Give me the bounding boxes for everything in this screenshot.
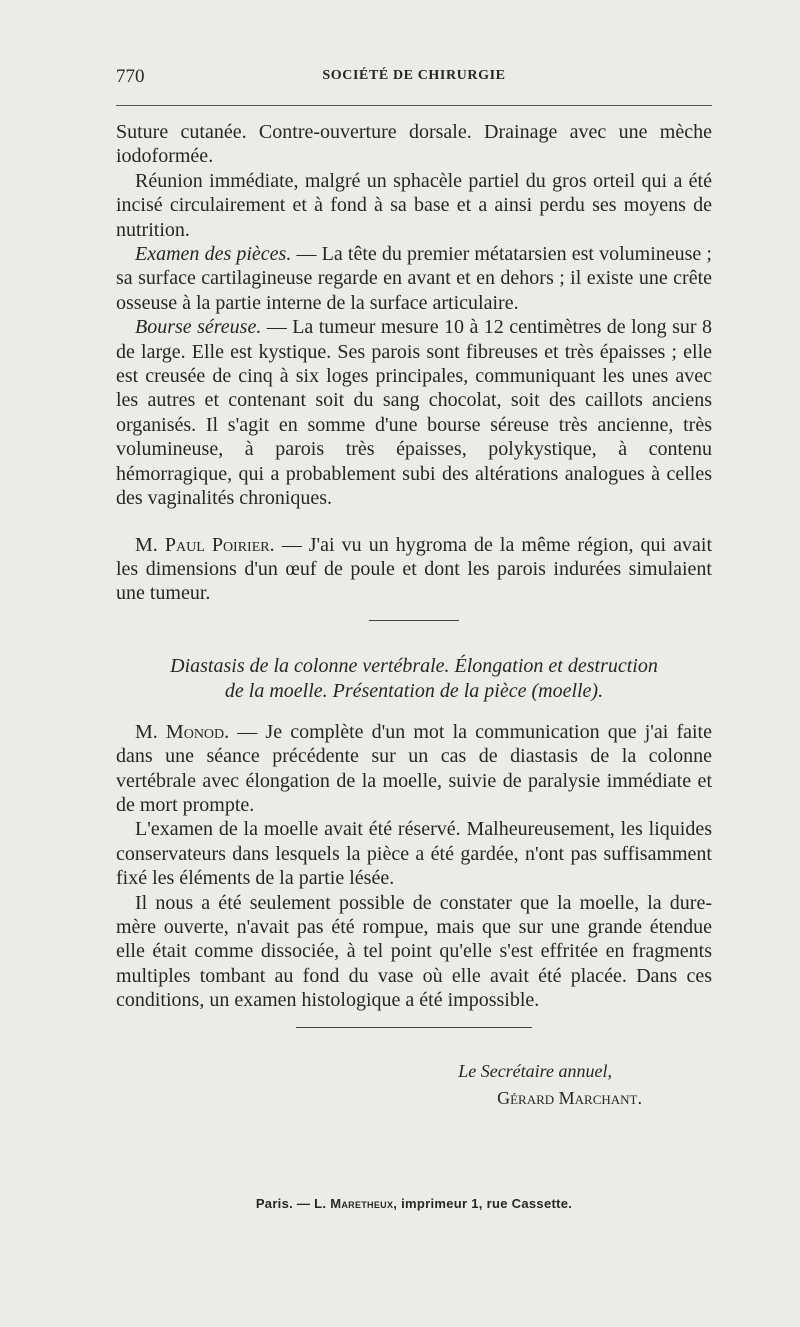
section-title-line-1: Diastasis de la colonne vertébrale. Élongation et destruction: [170, 654, 658, 677]
section-title-line-2: de la moelle. Présentation de la pièce (moelle).: [224, 679, 604, 702]
printer-imprint: [116, 1196, 712, 1211]
imprint-printer: Maretheux,: [330, 1196, 398, 1211]
spacer: [116, 704, 712, 720]
page-number: 770: [116, 66, 145, 87]
monod-text: — Je complète d'un mot la communication que j'ai faite dans une séance précédente sur un cas de diastasis de la colonne vertébrale avec élongation de la moelle, suivie de paralysie immédiate et de mort prompte.: [116, 720, 712, 816]
poirier-prefix: M.: [135, 533, 165, 556]
paragraph-bourse: [116, 315, 712, 510]
body-text: [116, 120, 712, 1112]
bourse-label: Bourse séreuse.: [135, 316, 262, 339]
examen-text: — La tête du premier métatarsien est volumineuse ; sa surface cartilagineuse regarde en avant et en dehors ; il existe une crête osseuse à la partie interne de la surface articulaire.: [116, 243, 712, 314]
speaker-monod: Monod.: [165, 720, 230, 743]
imprint-suffix: imprimeur 1, rue Cassette.: [397, 1196, 573, 1211]
speaker-poirier: Paul Poirier.: [164, 533, 275, 556]
paragraph-poirier: [116, 533, 712, 606]
poirier-text: — J'ai vu un hygroma de la même région, qui avait les dimensions d'un œuf de poule et dont les parois indurées simulaient une tumeur.: [116, 533, 713, 605]
imprint-prefix: Paris. — L.: [255, 1196, 331, 1211]
paragraph-examen: [116, 242, 712, 315]
paragraph-examen-moelle: L'examen de la moelle avait été réservé. Malheureusement, les liquides conservateurs dans lesquels la pièce a été gardée, n'ont pas suffisamment fixé les éléments de la partie lésée.: [116, 818, 712, 890]
signature-name: Gérard Marchant.: [497, 1087, 642, 1108]
running-head: SOCIÉTÉ DE CHIRURGIE: [322, 68, 506, 83]
section-separator: [369, 620, 459, 621]
monod-prefix: M.: [135, 720, 166, 743]
spacer: [116, 511, 712, 533]
paragraph-conclusion: Il nous a été seulement possible de constater que la moelle, la dure-mère ouverte, n'avait pas été rompue, mais que sur une grande étendue elle était comme dissociée, à tel point qu'elle s'est effritée en fragments multiples tombant au fond du vase où elle avait été placée. Dans ces conditions, un examen histologique a été impossible.: [116, 891, 712, 1012]
signature-block: [116, 1058, 712, 1112]
page-header: [116, 64, 712, 90]
paragraph-monod: [116, 720, 712, 818]
bourse-text: — La tumeur mesure 10 à 12 centimètres de long sur 8 de large. Elle est kystique. Ses parois sont fibreuses et très épaisses ; elle est creusée de cinq à six loges principales, communiquant les unes avec les autres et contenant soit du sang chocolat, soit des caillots anciens organisés. Il s'agit en somme d'une bourse séreuse très ancienne, très volumineuse, à parois très épaisses, polykystique, à contenu hémorragique, qui a probablement subi des altérations analogues à celles des vaginalités chroniques.: [116, 316, 712, 510]
examen-label: Examen des pièces.: [135, 243, 292, 266]
paragraph-reunion: Réunion immédiate, malgré un sphacèle partiel du gros orteil qui a été incisé circulairement et à fond à sa base et a ainsi perdu ses moyens de nutrition.: [116, 169, 712, 241]
paragraph-suture: Suture cutanée. Contre-ouverture dorsale. Drainage avec une mèche iodoformée.: [116, 121, 712, 168]
section-title: [116, 654, 712, 704]
signature-title: Le Secrétaire annuel,: [458, 1060, 612, 1081]
header-rule: [116, 105, 712, 106]
closing-separator: [296, 1027, 532, 1028]
